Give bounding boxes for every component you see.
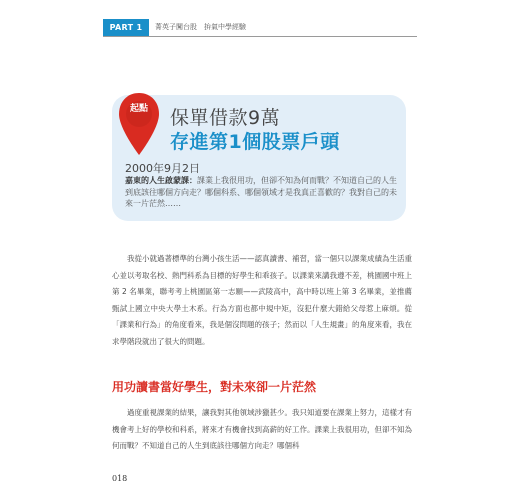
body-paragraph-1: 我從小就過著標準的台灣小孩生活——認真讀書、補習，當一個只以課業成績為生活重心並以考取名校、熱門科系為目標的好學生和乖孩子。以課業來講我遵不差，桃園國中班上第 2 名畢業，聯考考上桃園區第一志願——武陵高中，高中時以班上第 3 名畢業，並推薦甄試上國立中央大學土木系。行為方面也都中規中矩，沒犯什麼大錯給父母惹上麻煩。從「課業和行為」的角度看來，我是個沒問題的孩子；然而以「人生規畫」的角度來看，我在求學階段就出了很大的問題。 — [112, 254, 412, 346]
part-label: PART 1 — [103, 19, 149, 36]
diary-entry — [125, 175, 400, 210]
page-number: 018 — [112, 474, 128, 483]
chapter-title-line1: 保單借款9萬 — [170, 107, 281, 129]
diary-label: 嘉東的人生啟蒙課： — [125, 176, 197, 185]
pin-label: 起點 — [129, 104, 148, 114]
diary-date: 2000年9月2日 — [125, 162, 200, 175]
body-paragraph-2: 過度重視課業的結果，讓我對其他領域涉獵甚少。我只知道要在課業上努力，這樣才有機會考上好的學校和科系，將來才有機會找到高薪的好工作。課業上我很用功，但卻不知為何而戰？不知道自己的人生到底該往哪個方向走？哪個科 — [112, 408, 412, 450]
running-header — [103, 19, 417, 37]
chapter-title-line2: 存進第1個股票戶頭 — [170, 131, 340, 153]
diary-text: 課業上我很用功，但卻不知為何而戰？不知道自己的人生到底該往哪個方向走？哪個科系、哪個領域才是我真正喜歡的？我對自己的未來一片茫然…… — [125, 176, 397, 208]
section-heading: 用功讀書當好學生，對未來卻一片茫然 — [112, 380, 317, 394]
book-title: 菁英子闖台股 拚氣中學經驗 — [155, 23, 246, 31]
